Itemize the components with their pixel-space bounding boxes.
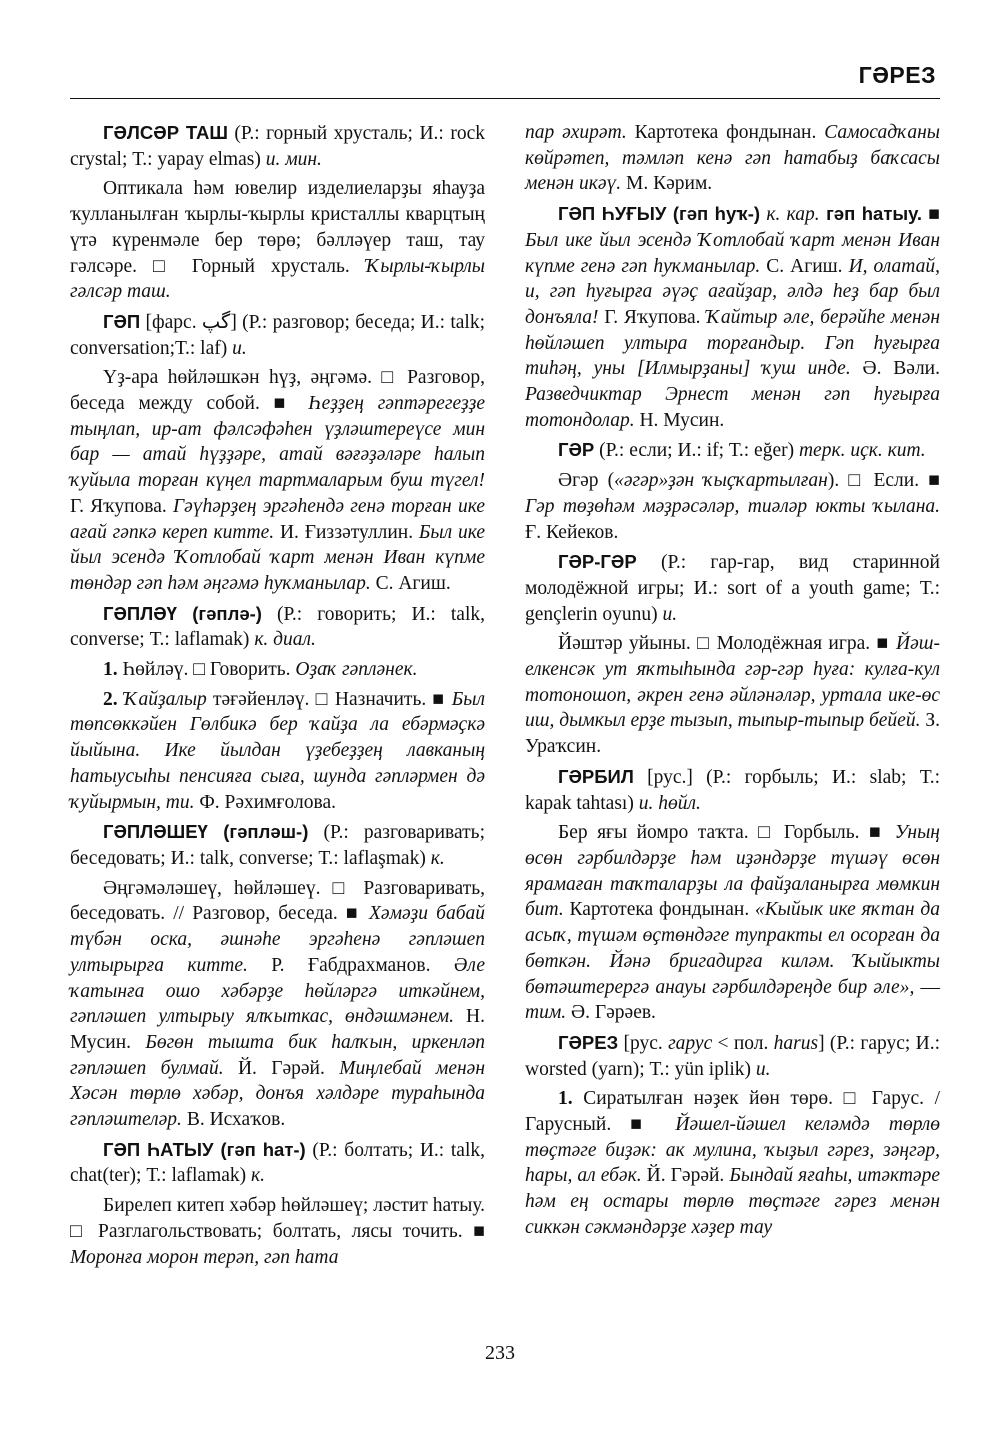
entry-paragraph xyxy=(70,687,485,816)
entry-text: к. кар. xyxy=(766,204,820,226)
entry-text: (Р.: говорить; И.: talk, converse; Т.: laflamak) xyxy=(70,603,486,651)
entry-text: Гәүһәрҙең эргәһендә генә торған ике ағай гәпкә кереп китте. xyxy=(70,495,485,543)
entry-text: Ҡайҙалыр xyxy=(123,688,207,710)
entry-text: 1. xyxy=(103,659,118,681)
entry-text: Әле ҡатынға ошо хәбәрҙе һөйләргә иткәйнем, гәпләшеп ултырыу ялҡыткас, өндәшмәнем. xyxy=(70,954,485,1028)
entry-paragraph xyxy=(525,1086,940,1240)
entry-text: Ғ. Кейеков. xyxy=(525,521,619,543)
entry-text: — xyxy=(914,976,941,998)
entry-text: (Р.: гар-гар, вид старинной молодёжной игры; И.: sort of a youth game; Т.: gençlerin oyunu) xyxy=(525,552,940,625)
entry-paragraph xyxy=(70,1193,485,1270)
header-rule xyxy=(70,98,940,99)
entry-text: пар әхирәт. xyxy=(525,122,627,143)
headword: ГӘП xyxy=(103,310,141,332)
entry-paragraph xyxy=(525,468,940,545)
entry-paragraph xyxy=(70,120,485,172)
entry-text: Ҡырлы-ҡырлы гәлсәр таш. xyxy=(70,255,485,303)
entry-text: Был төпсөккәйен Гөлбикә бер ҡайҙа ла ебәрмәҫкә йыйына. Ике йылдан үҙебеҙҙең лавканың һатыусыһы пенсияға сыға, шунда гәпләрмен дә ҡуйырмын, ти. xyxy=(70,688,485,813)
entry-text: Ә. Вәли. xyxy=(850,358,940,380)
entry-text: Оптикала һәм ювелир изделиеларҙы яһауҙа ҡулланылған ҡырлы-ҡырлы кристаллы кварцтың үтә күренмәле бер төрө; бәлләүер таш, тау гәлсәре. □ Горный хрусталь. xyxy=(70,178,485,277)
entry-text: [рус.] (Р.: горбыль; И.: slab; Т.: kapak tahtası) xyxy=(525,766,940,814)
entry-text: Й. Гәрәй. xyxy=(223,1057,340,1079)
entry-paragraph xyxy=(70,876,485,1133)
entry-text: З. Ураҡсин. xyxy=(525,710,940,758)
entry-text: тәғәйенләү. □ Назначить. ■ xyxy=(206,688,452,710)
headword: ГӘПЛӘҮ (гәплә-) xyxy=(103,602,262,624)
entry-text: Ә. Гәрәев. xyxy=(566,1002,656,1024)
entry-text: Ф. Рәхимғолова. xyxy=(194,791,336,813)
entry-paragraph xyxy=(525,437,940,464)
entry-text: И. Ғиззәтуллин. xyxy=(274,521,419,543)
headword: ГӘП ҺУҒЫУ (гәп һуҡ-) xyxy=(558,203,761,225)
entry-text: ). □ Если. ■ xyxy=(827,470,940,492)
entry-paragraph xyxy=(70,309,485,361)
entry-text: Үҙ-ара һөйләшкән һүҙ, әңгәмә. □ Разговор, беседа между собой. ■ xyxy=(70,367,485,415)
entry-text: и. xyxy=(755,1058,771,1080)
entry-text: Н. Мусин. xyxy=(634,409,725,431)
entry-text: ■ xyxy=(922,204,941,226)
entry-text: Миңлебай менән Хәсән төрлө хәбәр, донъя хәлдәре тураһында гәпләштеләр. xyxy=(70,1057,485,1131)
entry-text: Самосадҡаны көйрәтеп, тәмләп кенә гәп һатабыҙ баҡсасы менән икәү. xyxy=(525,122,940,195)
entry-text: Н. Мусин. xyxy=(70,1006,485,1053)
entry-paragraph xyxy=(70,365,485,596)
entry-text: и. һөйл. xyxy=(638,792,701,814)
entry-text: 1. xyxy=(558,1088,573,1110)
entry-text: (Р.: горный хрусталь; И.: rock crystal; Т.: yapay elmas) xyxy=(70,123,485,170)
entry-text: Г. Яҡупова. xyxy=(598,306,707,328)
entry-text: Йәш-елкенсәк ут яҡтыһында гәр-гәр һуға: кулға-кул тотоношоп, әкрен генә әйләнәләр, уртала ике-өс иш, дымкыл ерҙе тызып, тыпыр-тыпыр бейей. xyxy=(525,633,940,732)
entry-paragraph xyxy=(70,601,485,653)
entry-text: И, олатай, и, гәп һуғырға әүәҫ ағайҙар, әлдә һеҙ бар был донъяла! xyxy=(525,255,940,328)
entry-text: гарус xyxy=(668,1032,713,1054)
running-head: ГӘРЕЗ xyxy=(858,62,936,88)
entry-text: Й. Гәрәй. xyxy=(641,1165,730,1187)
entry-text: Йәшел-йәшел келәмдә төрлө төҫтәге биҙәк: ак мулина, ҡыҙыл гәрез, зәңгәр, һары, ал ебәк. xyxy=(525,1114,940,1187)
right-column xyxy=(525,120,940,1245)
entry-paragraph xyxy=(525,201,940,433)
entry-paragraph xyxy=(70,657,485,683)
entry-text: Картотека фондынан. xyxy=(626,122,825,143)
entry-text: Был ике йыл эсендә Ҡотлобай ҡарт менән Иван күпме төндәр гәп һәм әңгәмә һуҡманылар. xyxy=(70,521,485,594)
entry-text: harus xyxy=(773,1032,819,1054)
entry-text: М. Кәрим. xyxy=(621,173,713,195)
entry-text: и. мин. xyxy=(265,148,322,170)
entry-text: Һөйләү. □ Говорить. xyxy=(117,659,296,681)
entry-paragraph xyxy=(525,120,940,197)
entry-text: [фарс. گپ] (Р.: разговор; беседа; И.: talk; conversation;Т.: laf) xyxy=(70,311,485,359)
entry-text: (Р.: если; И.: if; Т.: eğer) xyxy=(594,440,799,462)
entry-paragraph xyxy=(525,1030,940,1082)
headword: ГӘРЕЗ xyxy=(558,1031,619,1053)
headword: гәп һатыу. xyxy=(819,203,922,225)
entry-text: и. xyxy=(232,337,247,359)
headword: ГӘРБИЛ xyxy=(558,765,634,787)
entry-text: Картотека фондынан. xyxy=(563,899,755,921)
entry-text: «Кыйык ике яҡтан да асыҡ, түшәм өҫтөндәге тупракты ел осорған да бөткән. Йәнә бригадирға киләм. Ҡыйыкты бөтәштерергә анауы гәрбилдәреңде бир әле», xyxy=(525,899,940,998)
entry-text: Бирелеп китеп хәбәр һөйләшеү; ләстит һатыу. □ Разглагольствовать; болтать, лясы точить. ■ xyxy=(70,1195,485,1242)
entry-text: Уның өсөн гәрбилдәрҙе һәм иҙәндәрҙе түшәү өсөн ярамаған таҡталарҙы ла файҙаланырға мөмкин бит. xyxy=(525,822,940,921)
entry-text: Һеҙҙең гәптәрегеҙҙе тыңлап, ир-ат фәлсәфәһен үҙләштереүсе мин бар — атай һүҙҙәре, атай вәғәҙәләре һалып ҡуйыла торған күңел тартмаларым буш түгел! xyxy=(70,393,485,492)
entry-text: Хәмәҙи бабай түбән оска, әшнәһе эргәһенә гәпләшеп ултырырға китте. xyxy=(70,903,486,976)
entry-paragraph xyxy=(525,764,940,816)
entry-text: Сиратылған нәҙек йөн төрө. □ Гарус. / Гарусный. ■ xyxy=(525,1088,940,1136)
entry-text: ] (Р.: гарус; И.: worsted (yarn); Т.: yün iplik) xyxy=(525,1032,940,1080)
entry-text: Бер яғы йомро таҡта. □ Горбыль. ■ xyxy=(558,822,895,844)
entry-text: к. xyxy=(251,1165,266,1187)
entry-text: к. диал. xyxy=(254,629,316,651)
entry-text: Моронға морон терәп, гәп һата xyxy=(70,1246,339,1268)
entry-text: Оҙаҡ гәпләнек. xyxy=(295,659,418,681)
headword: ГӘПЛӘШЕҮ (гәпләш-) xyxy=(103,821,309,843)
entry-paragraph xyxy=(525,631,940,760)
entry-text: к. xyxy=(430,847,445,869)
entry-text: «әгәр»ҙән ҡыҫҡартылған xyxy=(614,470,828,492)
entry-text: Әңгәмәләшеү, һөйләшеү. □ Разговаривать, беседовать. // Разговор, беседа. ■ xyxy=(70,877,485,925)
entry-text: < пол. xyxy=(712,1032,774,1054)
entry-text: Бөгөн тышта бик һалҡын, иркенләп гәпләшеп булмай. xyxy=(70,1031,485,1079)
headword: ГӘП ҺАТЫУ (гәп һат-) xyxy=(103,1138,306,1160)
entry-text: Йәштәр уйыны. □ Молодёжная игра. ■ xyxy=(558,633,897,655)
entry-text: Бындай яғаһы, итәктәре һәм ең остары төрлө төҫтәге гәрез менән сиккән сәкмәндәрҙе хәҙер тау xyxy=(525,1165,940,1238)
entry-text: (Р.: болтать; И.: talk, chat(ter); Т.: laflamak) xyxy=(70,1139,486,1187)
entry-text: терк. иҫк. кит. xyxy=(798,440,926,462)
headword: ГӘР-ГӘР xyxy=(558,551,637,573)
entry-text: Әгәр ( xyxy=(558,470,615,492)
entry-text: С. Агиш. xyxy=(370,572,451,594)
entry-paragraph xyxy=(70,176,485,305)
entry-text: Г. Яҡупова. xyxy=(70,495,174,517)
entry-text: [рус. xyxy=(618,1032,669,1054)
left-column xyxy=(70,120,485,1274)
entry-text: Гәр төҙөһәм мәҙрәсәләр, тиәләр юкты ҡылана. xyxy=(525,495,940,517)
headword: ГӘЛСӘР ТАШ xyxy=(103,122,228,143)
entry-text: и. xyxy=(662,603,678,625)
entry-text: тим. xyxy=(525,1002,567,1024)
entry-text: Разведчиктар Эрнест менән гәп һуғырға тотондолар. xyxy=(525,384,940,431)
entry-text: (Р.: разговаривать; беседовать; И.: talk, converse; Т.: laflaşmak) xyxy=(70,822,485,869)
entry-text: 2. xyxy=(103,688,118,710)
entry-paragraph xyxy=(70,819,485,871)
entry-paragraph xyxy=(525,549,940,627)
entry-text: В. Исхаҡов. xyxy=(181,1109,286,1131)
entry-text: С. Агиш. xyxy=(760,255,849,277)
headword: ГӘР xyxy=(558,439,595,461)
entry-paragraph xyxy=(70,1137,485,1189)
page-number: 233 xyxy=(485,1342,515,1364)
entry-text: Ҡайтыр әле, берәйһе менән һөйләшеп ултыра торғандыр. Гәп һуғырға тиһәң, уны [Илмырҙаны] ҡуш инде. xyxy=(525,306,940,380)
entry-text: Был ике йыл эсендә Ҡотлобай ҡарт менән Иван күпме генә гәп һуҡманылар. xyxy=(525,229,940,277)
entry-paragraph xyxy=(525,820,940,1026)
entry-text: Р. Ғабдрахманов. xyxy=(247,954,454,976)
